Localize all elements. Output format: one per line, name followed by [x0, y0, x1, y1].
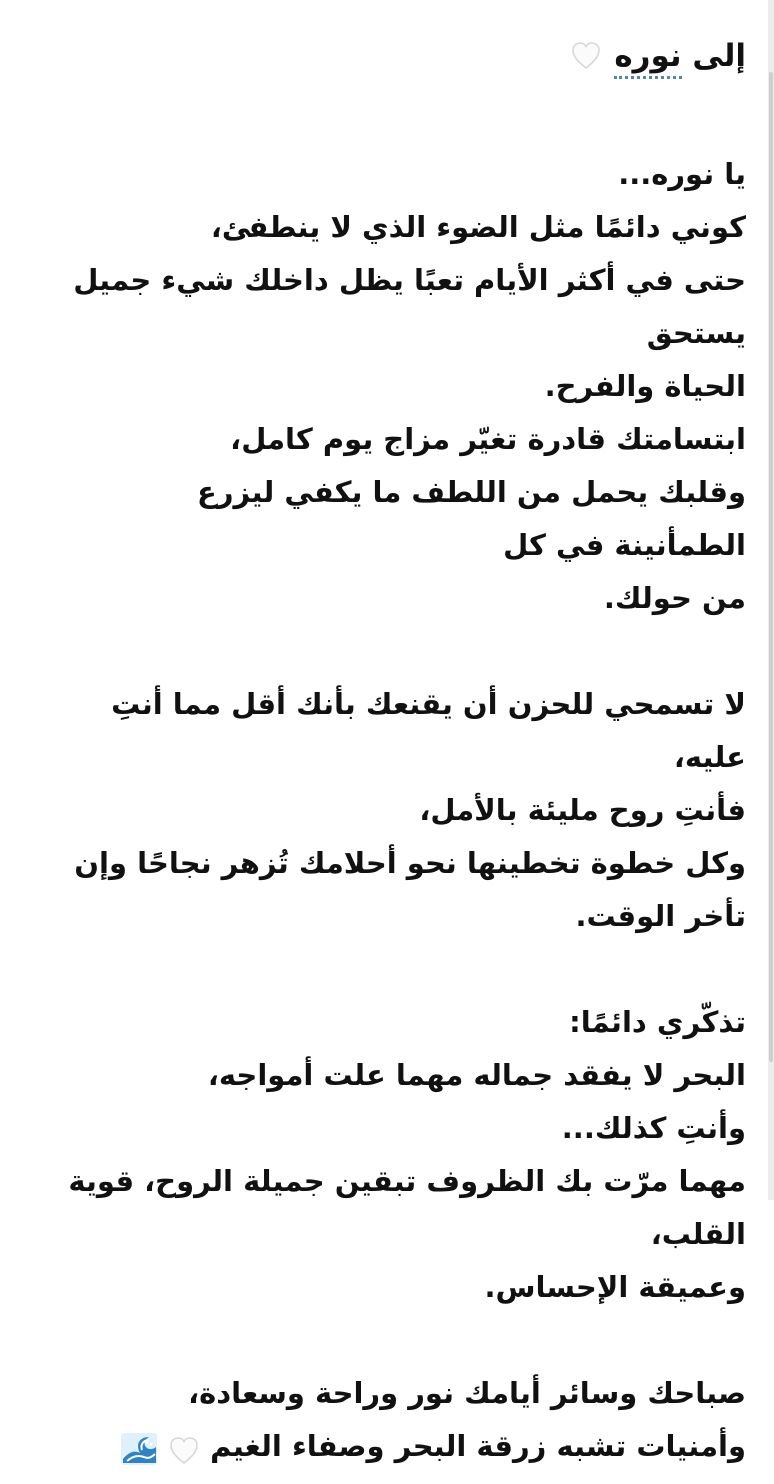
paragraph-gap	[60, 625, 746, 678]
message-line: كوني دائمًا مثل الضوء الذي لا ينطفئ،	[210, 210, 746, 244]
note-title-text	[614, 37, 746, 74]
message-line: وكل خطوة تخطينها نحو أحلامك تُزهر نجاحًا وإن	[74, 846, 746, 880]
paragraph-gap	[60, 1314, 746, 1367]
message-line: تذكّري دائمًا:	[569, 1005, 746, 1039]
white-heart-icon	[168, 1431, 200, 1463]
closing-line	[60, 1420, 746, 1473]
vertical-scrollbar-track[interactable]	[768, 0, 774, 1200]
message-line-greeting: يا نوره...	[618, 157, 746, 191]
message-body	[60, 148, 746, 1473]
message-line: تأخر الوقت.	[575, 899, 746, 933]
message-line: ابتسامتك قادرة تغيّر مزاج يوم كامل،	[230, 422, 746, 456]
message-line: وقلبك يحمل من اللطف ما يكفي ليزرع الطمأنينة في كل	[197, 475, 746, 562]
white-heart-icon	[570, 40, 602, 72]
title-prefix: إلى	[692, 37, 746, 74]
message-line: الحياة والفرح.	[544, 369, 746, 403]
message-line: مهما مرّت بك الظروف تبقين جميلة الروح، قوية القلب،	[68, 1164, 746, 1251]
message-line: وأنتِ كذلك...	[561, 1111, 746, 1145]
vertical-scrollbar-thumb[interactable]	[769, 72, 773, 1062]
recipient-name: نوره	[614, 38, 681, 79]
message-line: حتى في أكثر الأيام تعبًا يظل داخلك شيء جميل يستحق	[73, 263, 746, 350]
paragraph-gap	[60, 943, 746, 996]
message-line: صباحك وسائر أيامك نور وراحة وسعادة،	[188, 1376, 746, 1410]
water-wave-icon	[120, 1430, 158, 1464]
message-line: من حولك.	[603, 581, 746, 615]
note-content	[60, 28, 746, 1473]
message-line: فأنتِ روح مليئة بالأمل،	[419, 793, 746, 827]
message-line: البحر لا يفقد جماله مهما علت أمواجه،	[207, 1058, 746, 1092]
message-line: لا تسمحي للحزن أن يقنعك بأنك أقل مما أنتِ عليه،	[111, 687, 746, 774]
message-line: وعميقة الإحساس.	[484, 1270, 746, 1304]
note-title	[60, 28, 746, 84]
closing-line-text: وأمنيات تشبه زرقة البحر وصفاء الغيم	[210, 1429, 746, 1463]
